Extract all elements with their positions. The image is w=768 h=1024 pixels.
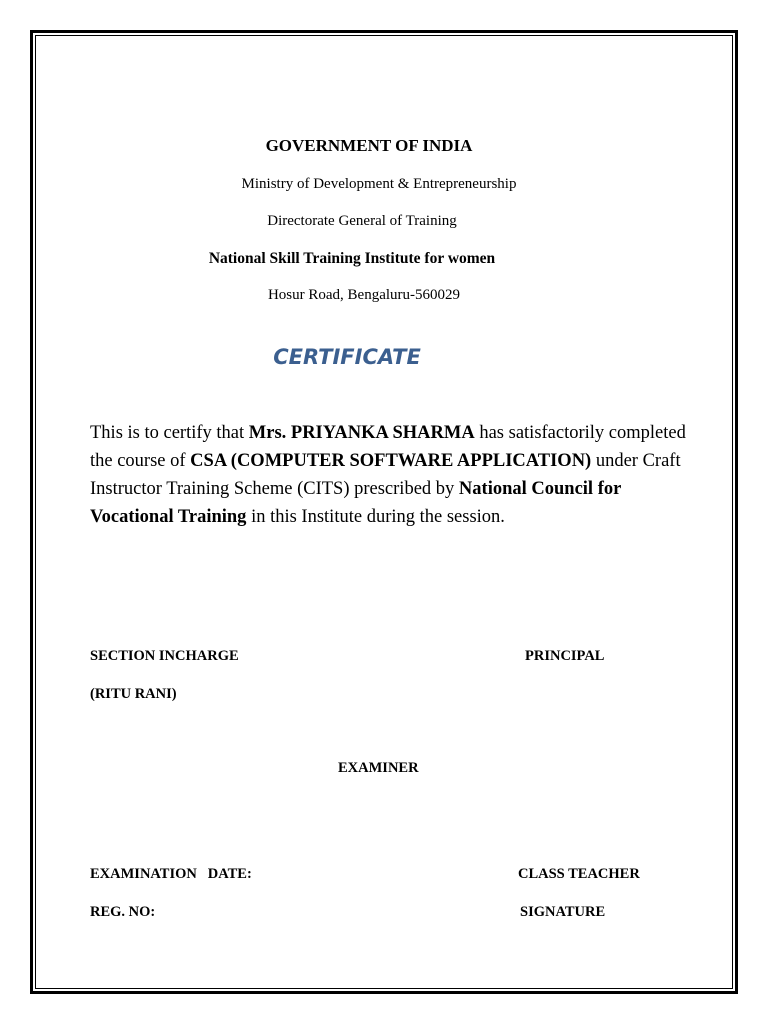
- class-teacher-label: CLASS TEACHER: [518, 866, 640, 882]
- directorate-name: Directorate General of Training: [267, 213, 457, 229]
- section-incharge-label: SECTION INCHARGE: [90, 648, 239, 664]
- section-incharge-name: (RITU RANI): [90, 686, 177, 702]
- institute-address: Hosur Road, Bengaluru-560029: [267, 287, 461, 303]
- recipient-name: Mrs. PRIYANKA SHARMA: [248, 423, 475, 443]
- reg-no-label: REG. NO:: [90, 904, 156, 920]
- body-text-2: has satisfactorily completed the course of: [90, 423, 686, 471]
- council-name: National Council for Vocational Training: [90, 479, 621, 527]
- certificate-body: [90, 419, 690, 531]
- body-text-4: in this Institute during the session.: [246, 507, 505, 527]
- principal-label: PRINCIPAL: [525, 648, 605, 664]
- certificate-title: CERTIFICATE: [273, 345, 421, 369]
- examination-date-label: EXAMINATION DATE:: [90, 866, 252, 882]
- examiner-label: EXAMINER: [338, 760, 419, 776]
- institute-name: National Skill Training Institute for women: [208, 250, 496, 267]
- course-name: CSA (COMPUTER SOFTWARE APPLICATION): [190, 451, 592, 471]
- government-title: GOVERNMENT OF INDIA: [265, 136, 473, 155]
- body-text-3: under Craft Instructor Training Scheme (CITS) prescribed by: [90, 451, 681, 499]
- signature-label: SIGNATURE: [520, 904, 606, 920]
- body-text-1: This is to certify that: [90, 423, 249, 443]
- ministry-name: Ministry of Development & Entrepreneurship: [241, 176, 517, 192]
